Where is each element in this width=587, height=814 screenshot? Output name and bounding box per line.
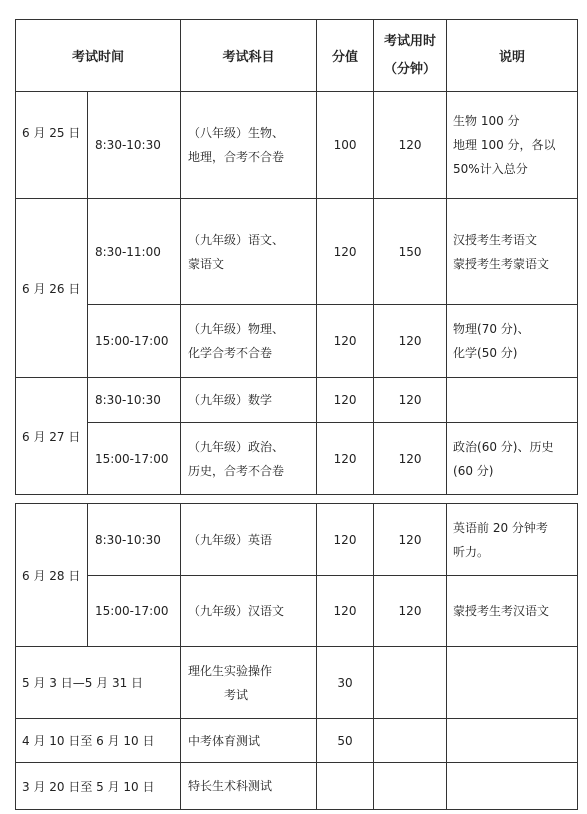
duration-cell: 120 <box>374 504 447 576</box>
score-cell: 120 <box>317 576 374 647</box>
subject-line: （九年级）政治、 <box>188 439 285 454</box>
duration-cell: 120 <box>374 305 447 378</box>
note-line: 英语前 20 分钟考 <box>453 520 548 535</box>
duration-cell <box>374 719 447 763</box>
note-line: 50%计入总分 <box>453 162 528 176</box>
header-score: 分值 <box>317 20 374 92</box>
subject-cell: 特长生术科测试 <box>181 763 317 810</box>
duration-cell: 120 <box>374 423 447 495</box>
header-exam-time: 考试时间 <box>16 20 181 92</box>
note-cell <box>447 763 578 810</box>
score-cell <box>317 763 374 810</box>
subject-cell <box>181 199 317 305</box>
subject-cell: （九年级）英语 <box>181 504 317 576</box>
table-row <box>16 763 578 810</box>
note-cell <box>447 305 578 378</box>
subject-line: （九年级）物理、 <box>188 322 285 336</box>
date-cell: 6 月 28 日 <box>16 504 88 647</box>
exam-schedule-table-continued <box>15 503 578 810</box>
subject-cell <box>181 423 317 495</box>
subject-line: 历史，合考不合卷 <box>188 463 285 478</box>
note-line: 化学(50 分) <box>453 346 518 360</box>
period-cell: 3 月 20 日至 5 月 10 日 <box>16 763 181 810</box>
time-cell: 8:30-10:30 <box>88 378 181 423</box>
table-row <box>16 504 578 576</box>
subject-line: 蒙语文 <box>188 256 225 271</box>
note-cell <box>447 92 578 199</box>
table-row <box>16 576 578 647</box>
table-row <box>16 305 578 378</box>
subject-line: 考试 <box>224 687 249 702</box>
note-line: 地理 100 分，各以 <box>453 138 556 152</box>
note-cell: 蒙授考生考汉语文 <box>447 576 578 647</box>
subject-cell: （九年级）数学 <box>181 378 317 423</box>
subject-line: （九年级）语文、 <box>188 232 285 247</box>
table-row <box>16 378 578 423</box>
score-cell: 120 <box>317 305 374 378</box>
time-cell: 8:30-10:30 <box>88 92 181 199</box>
note-line: 生物 100 分 <box>453 114 520 128</box>
duration-cell: 150 <box>374 199 447 305</box>
note-line: 汉授考生考语文 <box>453 232 538 247</box>
note-line: 蒙授考生考蒙语文 <box>453 256 550 271</box>
note-line: 物理(70 分)、 <box>453 322 530 336</box>
header-row <box>16 20 578 92</box>
time-cell: 15:00-17:00 <box>88 305 181 378</box>
subject-line: 理化生实验操作 <box>188 663 273 678</box>
header-subject: 考试科目 <box>181 20 317 92</box>
score-cell: 50 <box>317 719 374 763</box>
time-cell: 8:30-11:00 <box>88 199 181 305</box>
subject-line: 地理，合考不合卷 <box>188 150 285 164</box>
subject-line: （八年级）生物、 <box>188 126 285 140</box>
date-cell: 6 月 26 日 <box>16 199 88 378</box>
note-line: (60 分) <box>453 463 494 478</box>
duration-cell: 120 <box>374 92 447 199</box>
header-note: 说明 <box>447 20 578 92</box>
header-duration <box>374 20 447 92</box>
subject-cell <box>181 647 317 719</box>
subject-cell: （九年级）汉语文 <box>181 576 317 647</box>
score-cell: 120 <box>317 504 374 576</box>
period-cell: 4 月 10 日至 6 月 10 日 <box>16 719 181 763</box>
date-cell: 6 月 25 日 <box>16 92 88 199</box>
note-cell <box>447 504 578 576</box>
note-cell <box>447 719 578 763</box>
date-cell: 6 月 27 日 <box>16 378 88 495</box>
subject-cell <box>181 305 317 378</box>
note-cell <box>447 199 578 305</box>
duration-cell: 120 <box>374 378 447 423</box>
subject-line: 化学合考不合卷 <box>188 346 273 360</box>
score-cell: 30 <box>317 647 374 719</box>
note-cell <box>447 423 578 495</box>
header-duration-line1: 考试用时 <box>384 33 437 49</box>
subject-cell <box>181 92 317 199</box>
note-cell <box>447 378 578 423</box>
header-duration-line2: （分钟） <box>384 61 437 77</box>
table-row <box>16 647 578 719</box>
score-cell: 120 <box>317 199 374 305</box>
subject-cell: 中考体育测试 <box>181 719 317 763</box>
duration-cell: 120 <box>374 576 447 647</box>
note-line: 听力。 <box>453 544 490 559</box>
time-cell: 8:30-10:30 <box>88 504 181 576</box>
score-cell: 100 <box>317 92 374 199</box>
note-cell <box>447 647 578 719</box>
table-row <box>16 719 578 763</box>
duration-cell <box>374 647 447 719</box>
score-cell: 120 <box>317 378 374 423</box>
period-cell: 5 月 3 日—5 月 31 日 <box>16 647 181 719</box>
time-cell: 15:00-17:00 <box>88 576 181 647</box>
duration-cell <box>374 763 447 810</box>
exam-schedule-table <box>15 19 578 495</box>
note-line: 政治(60 分)、历史 <box>453 439 554 454</box>
table-row <box>16 92 578 199</box>
table-row <box>16 199 578 305</box>
time-cell: 15:00-17:00 <box>88 423 181 495</box>
score-cell: 120 <box>317 423 374 495</box>
table-row <box>16 423 578 495</box>
